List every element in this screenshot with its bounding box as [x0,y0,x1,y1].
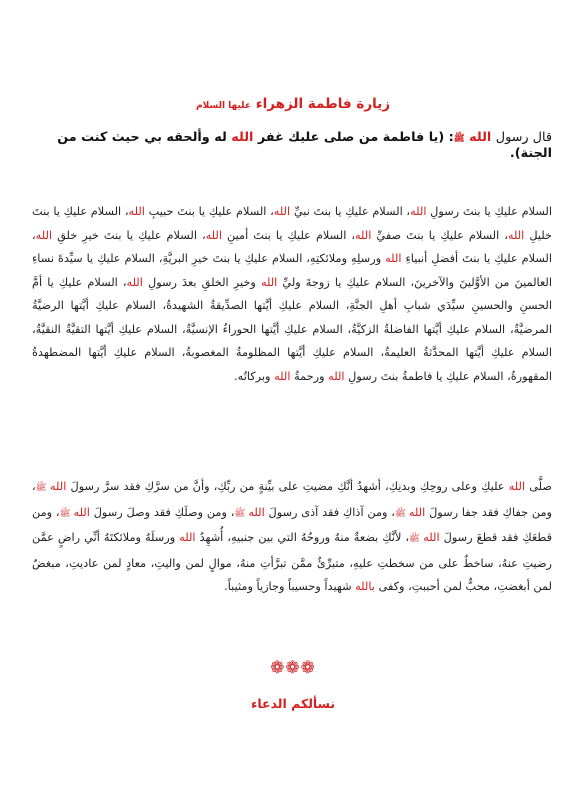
sallallah-sign: ﷺ [394,508,409,519]
paragraph-text: ، السلام عليكِ يا بنتَ صفيِّ [371,228,508,242]
sallallah-sign: ﷺ [35,483,50,493]
divine-name: بالله [355,580,375,593]
hadith-text: : (يا فاطمة من صلى عليك غفر [257,130,454,145]
paragraph-text: شهيداً وحسيباً وجازياً ومثيباً. [224,580,356,593]
divine-name: الله [385,252,402,265]
paragraph-text: ، ومن قطعَكِ فقد قطعَ رسولَ [32,505,553,544]
paragraph-text: السلام عليكِ يا بنتَ رسولِ [426,205,553,218]
divine-name: الله [423,531,440,544]
paragraph-text: ، السلام عليكِ يا بنتَ أفضلِ أنبياءِ [32,228,553,265]
hadith-line [32,130,552,161]
paragraph-text: وخيرِ الخلقِ بعدَ رسولِ [142,275,261,289]
divine-name: الله [35,228,53,242]
ornament-divider: ❁❁❁ [270,658,316,678]
sallallah-sign: ﷺ [409,534,424,544]
paragraph-text: وبركاتُه. [234,369,275,383]
hadith-text-2: له وألحقه بي حيث كنت من الجنة). [57,130,552,161]
hadith-allah-2: الله [231,130,254,145]
paragraph-text: ، لأنَّكِ بضعةٌ منهُ وروحُهُ التي بين جنبيهِ، أُشهِدُ [195,531,410,544]
divine-name: الله [507,228,525,242]
paragraph-text: ، السلام عليكِ يا بنتَ نبيِّ [290,205,411,218]
divine-name: الله [260,275,278,289]
footer-text: نسألكم الدعاء [250,696,336,711]
divine-name: الله [248,505,265,519]
paragraph-text: ، السلام عليكِ يا بنتَ أمينِ [222,228,355,242]
salutation-paragraph [32,200,552,388]
hadith-intro: قال رسول [495,130,552,145]
hadith-sallallah: ﷺ [453,134,465,144]
testimony-paragraph [32,475,552,599]
paragraph-text: عليكِ وعلى روحِكِ وبدنِكِ، أشهدُ أنَّكِ مضيتِ على بيِّنةٍ من ربِّكِ، وأنَّ من سرَّكِ فقد سرَّ رسولَ [66,480,509,493]
divine-name: الله [205,228,223,242]
paragraph-text: ، السلام عليكِ يا بنتَ خليلِ [32,205,553,242]
paragraph-text: ورسلَهُ وملائكتَهُ أنِّي راضٍ عمَّن رضيتِ عنهُ، ساخطٌ على من سخطتِ عليهِ، متبرِّئٌ ممَّن تبرَّأتِ منهُ، موالٍ لمن واليتِ، معادٍ لمن عاديتِ، مبغضٌ لمن أبغضتِ، محبٌّ لمن أحببتِ، وكفى [32,531,552,593]
paragraph-text: صلَّى [525,480,553,493]
divine-name: الله [355,228,372,242]
divine-name: الله [410,205,427,218]
divine-name: الله [128,205,145,218]
sallallah-sign: ﷺ [59,508,74,519]
paragraph-text: ورحمةُ [290,369,329,383]
divine-name: الله [408,505,426,519]
paragraph-text: ، ومن آذاكِ فقد آذى رسولَ [264,505,395,519]
paragraph-text: ، السلام عليكِ يا بنتَ حبيبِ [144,205,274,218]
paragraph-text: ، ومن جفاكِ فقد جفا رسولَ [32,480,552,519]
divine-name: الله [73,505,90,519]
divine-name: الله [508,480,526,493]
paragraph-text: ، السلام عليكِ يا أمَّ الحسنِ والحسينِ سيِّدَي شبابِ أهلِ الجنَّةِ، السلام عليكِ أيَّتها الصدِّيقةُ الشهيدةُ، السلام عليكِ أيَّتها الرضيَّةُ المرضيَّةُ، السلام عليكِ أيَّتها الفاضلةُ الزكيَّةُ، السلام عليكِ أيَّتها الحوراءُ الإنسيَّةُ، السلام عليكِ أيَّتها التقيَّةُ النقيَّةُ، السلام عليكِ أيَّتها المحدَّثةُ العليمةُ، السلام عليكِ أيَّتها المظلومةُ المغصوبةُ، السلام عليكِ أيَّتها المضطهدةُ المقهورةُ، السلام عليكِ يا فاطمةُ بنتَ رسولِ [32,275,552,383]
divine-name: الله [274,369,291,383]
title-text: زيارة فاطمة الزهراء [255,96,390,112]
divine-name: الله [49,480,67,493]
sallallah-sign: ﷺ [234,508,249,519]
divine-name: الله [179,531,196,544]
divine-name: الله [273,205,291,218]
divine-name: الله [126,275,143,289]
divine-name: الله [328,369,345,383]
paragraph-text: ورسلِهِ وملائكتِهِ، السلام عليكِ يا بنتَ خيرِ البريَّةِ، السلام عليكِ يا سيِّدةَ نساءِ العالمينَ من الأوَّلينَ والآخرينَ، السلام عليكِ يا زوجةَ وليِّ [32,252,552,289]
paragraph-text: ، السلام عليكِ يا بنتَ خيرِ خلقِ [52,228,206,242]
title-honorific: عليها السلام [195,101,251,111]
paragraph-text: ، ومن وصلَكِ فقد وصلَ رسولَ [89,505,235,519]
page-title [0,96,586,112]
hadith-allah: الله [469,130,492,145]
